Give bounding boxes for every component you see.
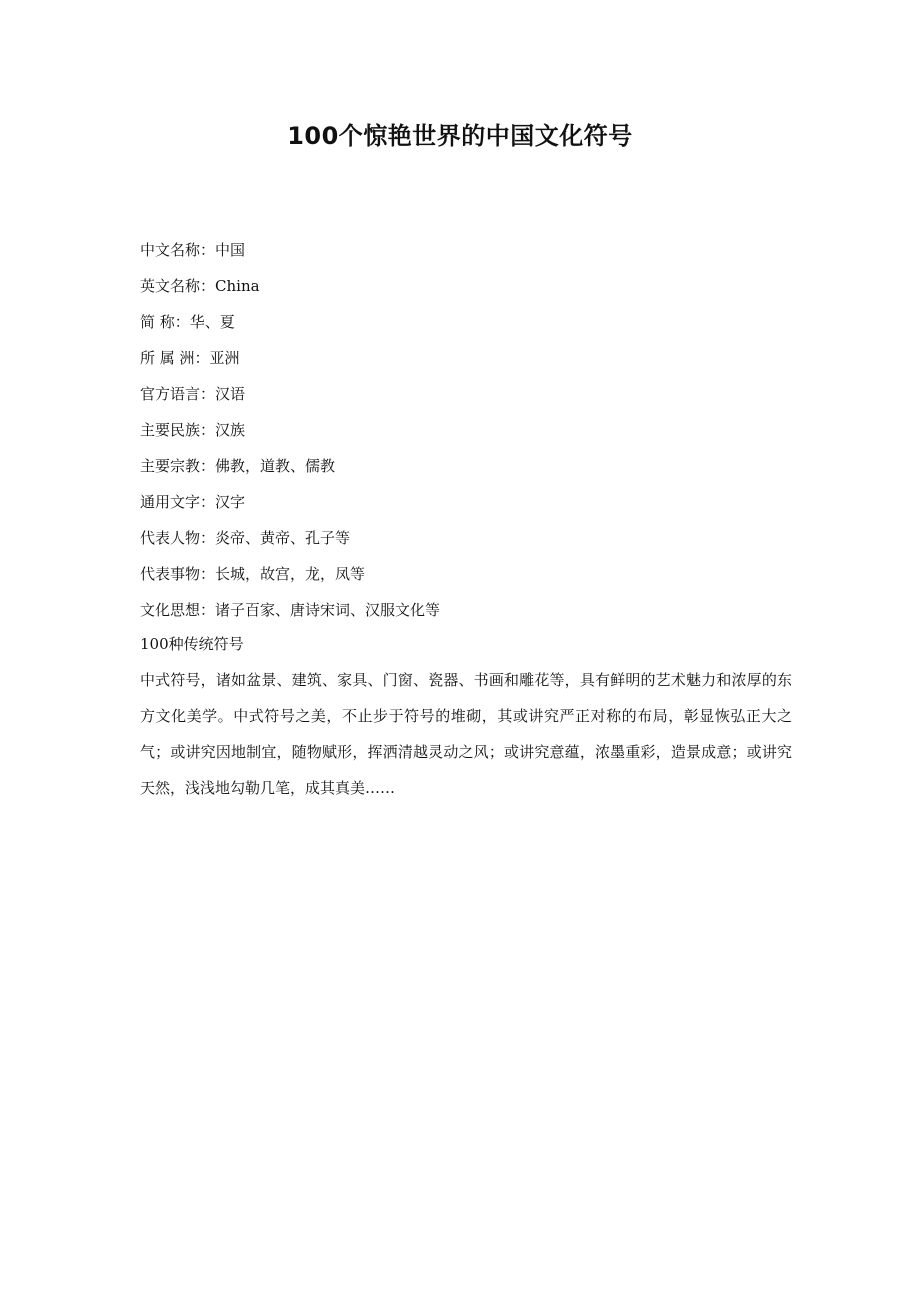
info-row-chinese-name [140, 236, 800, 272]
info-value: China [215, 277, 260, 295]
info-value: 亚洲 [209, 349, 240, 367]
info-row-representative-things [140, 560, 800, 596]
info-value: 汉语 [215, 385, 246, 403]
info-list [140, 236, 800, 806]
info-key: 通用文字： [140, 493, 216, 511]
info-key: 中文名称： [140, 241, 216, 259]
info-row-official-language [140, 380, 800, 416]
body-paragraph: 中式符号，诸如盆景、建筑、家具、门窗、瓷器、书画和雕花等，具有鲜明的艺术魅力和浓厚的东方文化美学。中式符号之美，不止步于符号的堆砌，其或讲究严正对称的布局，彰显恢弘正大之气；或讲究因地制宜，随物赋形，挥洒清越灵动之风；或讲究意蕴，浓墨重彩，造景成意；或讲究天然，浅浅地勾勒几笔，成其真美…… [140, 671, 792, 797]
info-key: 代表人物： [140, 529, 216, 547]
info-row-writing-system [140, 488, 800, 524]
info-key: 官方语言： [140, 385, 216, 403]
info-key: 简 称： [140, 313, 190, 331]
document-title: 100个惊艳世界的中国文化符号 [287, 122, 633, 150]
info-row-cultural-thought [140, 596, 800, 632]
info-value: 长城，故宫，龙，凤等 [215, 565, 366, 583]
info-key: 文化思想： [140, 601, 216, 619]
info-value: 炎帝、黄帝、孔子等 [215, 529, 351, 547]
info-row-main-ethnicity [140, 416, 800, 452]
info-value: 诸子百家、唐诗宋词、汉服文化等 [215, 601, 441, 619]
info-row-continent [140, 344, 800, 380]
info-key: 主要宗教： [140, 457, 216, 475]
info-value: 华、夏 [189, 313, 235, 331]
info-key: 代表事物： [140, 565, 216, 583]
info-value: 汉族 [215, 421, 246, 439]
info-row-abbreviation [140, 308, 800, 344]
info-key: 主要民族： [140, 421, 216, 439]
info-key: 英文名称： [140, 277, 216, 295]
info-row-main-religion [140, 452, 800, 488]
info-row-english-name [140, 272, 800, 308]
info-value: 汉字 [215, 493, 246, 511]
section-heading: 100种传统符号 [140, 635, 244, 653]
info-value: 佛教，道教、儒教 [215, 457, 336, 475]
info-row-representative-figures [140, 524, 800, 560]
info-key: 所 属 洲： [140, 349, 210, 367]
info-value: 中国 [215, 241, 246, 259]
